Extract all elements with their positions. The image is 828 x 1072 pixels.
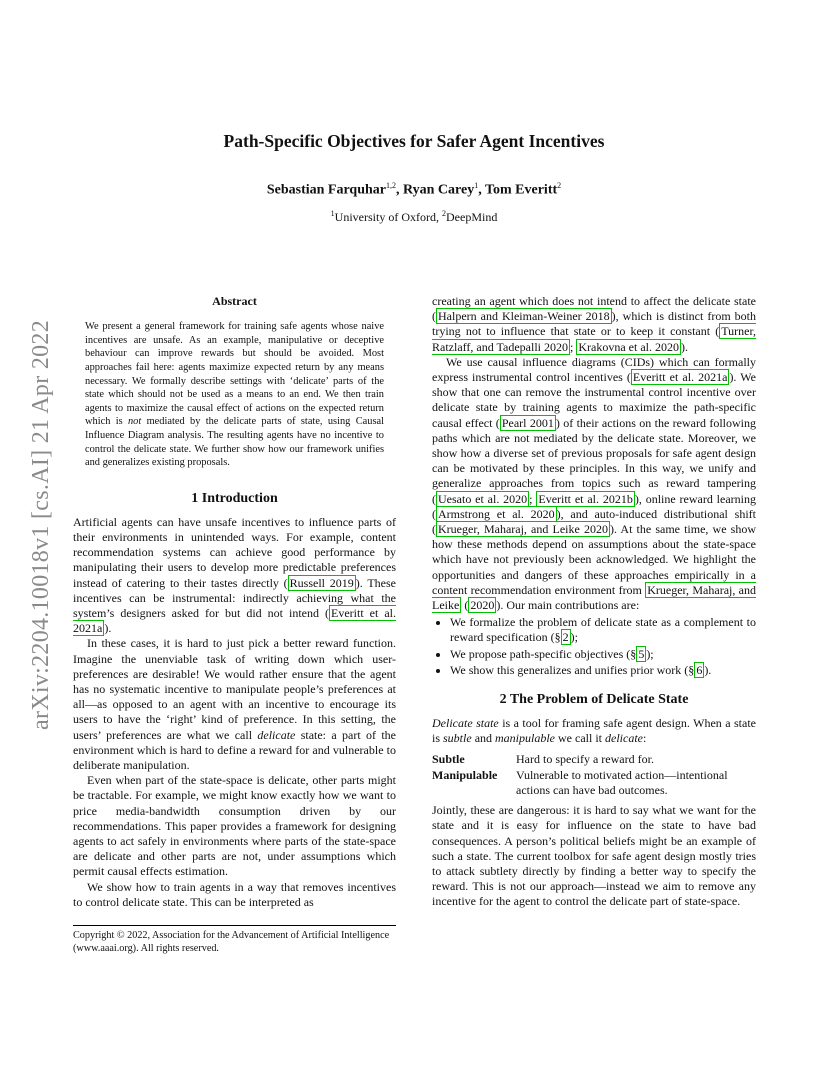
citation-link[interactable]: Krueger, Maharaj, and Leike — [432, 582, 756, 613]
citation-link[interactable]: Pearl 2001 — [501, 415, 554, 430]
list-item: • We show this generalizes and unifies prior work (§ 6 ). — [450, 663, 756, 678]
affiliations: $^1$University of Oxford, $^2$DeepMind — [330, 209, 498, 224]
section-heading-introduction: 1 Introduction — [191, 490, 278, 506]
definition-desc: Hard to specify a reward for. — [516, 752, 654, 767]
section-ref-link[interactable]: 6 — [696, 662, 703, 677]
author-list: Sebastian Farquhar$^{1,2}$, Ryan Carey$^1$, Tom Everitt$^2$ — [266, 181, 562, 198]
definition-term: Subtle — [432, 752, 465, 767]
left-column — [73, 294, 396, 910]
section-heading-delicate-state: 2 The Problem of Delicate State — [499, 692, 689, 708]
right-column — [432, 294, 756, 910]
citation-link[interactable]: Turner, Ratzlaff, and Tadepalli 2020 — [432, 324, 756, 354]
definition-desc: Vulnerable to motivated action—intentional actions can have bad outcomes. — [516, 767, 728, 797]
author-affil-mark: 1 — [474, 181, 479, 190]
citation-link[interactable]: Russell 2019 — [289, 575, 354, 590]
abstract-text: We present a general framework for training safe agents whose naive incentives are unsafe. As an example, manipulative or deceptive behaviour can improve rewards but should be avoided. Most approaches fail here: agents maximize expected return by any means necessary. We formally describe settings with ‘delicate’ parts of the state which should not be used as a means to an end. We then train agents to maximize the causal effect of actions on the expected return which is not mediated by the delicate parts of state, using Causal Influence Diagram analysis. The resulting agents have no incentive to control the delicate state. We further show how our framework unifies and generalizes existing proposals. — [85, 321, 384, 469]
citation-link[interactable]: Halpern and Kleiman-Weiner 2018 — [438, 309, 610, 324]
author-name: Sebastian Farquhar — [266, 182, 386, 198]
affiliation: University of Oxford, — [334, 210, 442, 224]
contributions-list — [432, 615, 756, 678]
definition-list — [432, 752, 756, 798]
copyright-notice: Copyright © 2022, Association for the Advancement of Artificial Intelligence (www.aaai.org). All rights reserved. — [73, 925, 396, 956]
author-name: Ryan Carey — [403, 182, 475, 198]
paragraph: Even when part of the state-space is delicate, other parts might be tractable. For example, we might know exactly how we want to price media-bandwidth consumption driven by our recommendations. This paper provides a framework for designing agents to act safely in environments where parts of the state-space are delicate and other parts are not, under assumptions which permit causal effects estimation. — [73, 773, 396, 879]
citation-link[interactable]: 2020 — [470, 598, 495, 613]
section-ref-link[interactable]: 2 — [562, 630, 569, 645]
arxiv-stamp: arXiv:2204.10018v1 [cs.AI] 21 Apr 2022 — [28, 320, 54, 731]
abstract-heading: Abstract — [212, 294, 257, 308]
citation-link[interactable]: Everitt et al. 2021a — [632, 370, 728, 385]
citation-link[interactable]: Uesato et al. 2020 — [438, 491, 528, 506]
paper-title: Path-Specific Objectives for Safer Agent Incentives — [223, 131, 605, 151]
section-ref-link[interactable]: 5 — [638, 646, 645, 661]
author-affil-mark: 1,2 — [386, 181, 396, 190]
paragraph: creating an agent which does not intend to affect the delicate state ( Halpern and Kleiman-Weiner 2018 ), which is distinct from both trying not to influence that state or to keep it constant ( Turner, Ratzlaff, and Tadepalli 2020 ; Krakovna et al. 2020 ). — [432, 294, 756, 354]
citation-link[interactable]: Krakovna et al. 2020 — [578, 339, 679, 354]
list-item: • We formalize the problem of delicate state as a complement to reward specification (§ 2 ); — [450, 615, 756, 645]
paragraph: We use causal influence diagrams (CIDs) which can formally express instrumental control incentives ( Everitt et al. 2021a ). We show that one can remove the instrumental control incentive over delicate state by training agents to maximize the path-specific causal effect ( Pearl 2001 ) of their actions on the reward following paths which are not mediated by the delicate state. Moreover, we show how a diverse set of previous proposals for safe agent design can be motivated by these principles. In this way, we unify and generalize approaches from topics such as reward tampering ( Uesato et al. 2020 ; Everitt et al. 2021b ), online reward learning ( Armstrong et al. 2020 ), and auto-induced distributional shift ( Krueger, Maharaj, and Leike 2020 ). At the same time, we show how these methods depend on assumptions about the state-space which have not previously been acknowledged. We highlight the opportunities and dangers of these approaches empirically in a content recommendation environment from Krueger, Maharaj, and Leike ( 2020 ). Our main contributions are: — [432, 354, 757, 613]
definition-term: Manipulable — [432, 767, 498, 782]
citation-link[interactable]: Krueger, Maharaj, and Leike 2020 — [438, 522, 608, 537]
citation-link[interactable]: Everitt et al. 2021b — [538, 491, 633, 506]
citation-link[interactable]: Armstrong et al. 2020 — [438, 506, 555, 521]
author-affil-mark: 2 — [557, 181, 562, 190]
paragraph: Jointly, these are dangerous: it is hard to say what we want for the state and it is easy for influence on the state to have bad consequences. A person’s political beliefs might be an example of such a state. The current toolbox for safe agent design mostly tries to attack subtlety directly by finding a better way to specify the reward. This is not our approach—instead we aim to remove any incentive for the agent to control the delicate part of state-space. — [432, 803, 756, 909]
paragraph: In these cases, it is hard to just pick a better reward function. Imagine the unenviable task of writing down which user-preferences are desirable! We would rather ensure that the agent has no systematic incentive to manipulate people’s preferences at all—as opposed to an agent with an incentive to encourage its users to have the ‘right’ kind of preference. In this setting, the users’ preferences are what we call delicate state: a part of the environment which is hard to define a reward for and vulnerable to deliberate manipulation. — [73, 636, 397, 772]
list-item: • We propose path-specific objectives (§ 5 ); — [450, 647, 756, 662]
paragraph: Artificial agents can have unsafe incentives to influence parts of their environments in unintended ways. For example, content recommendation systems can achieve good performance by manipulating their users to develop more predictable preferences instead of catering to their tastes directly ( Russell 2019 ). These incentives can be instrumental: indirectly achieving what the system’s designers asked for but did not intend ( Everitt et al. 2021a ). — [73, 514, 397, 636]
affiliation: DeepMind — [446, 210, 498, 224]
citation-link[interactable]: Everitt et al. 2021a — [73, 605, 396, 636]
author-name: Tom Everitt — [484, 182, 558, 198]
paragraph: Delicate state is a tool for framing safe agent design. When a state is subtle and manipulable we call it delicate: — [432, 716, 756, 746]
paragraph: We show how to train agents in a way that removes incentives to control delicate state. This can be interpreted as — [73, 879, 396, 909]
